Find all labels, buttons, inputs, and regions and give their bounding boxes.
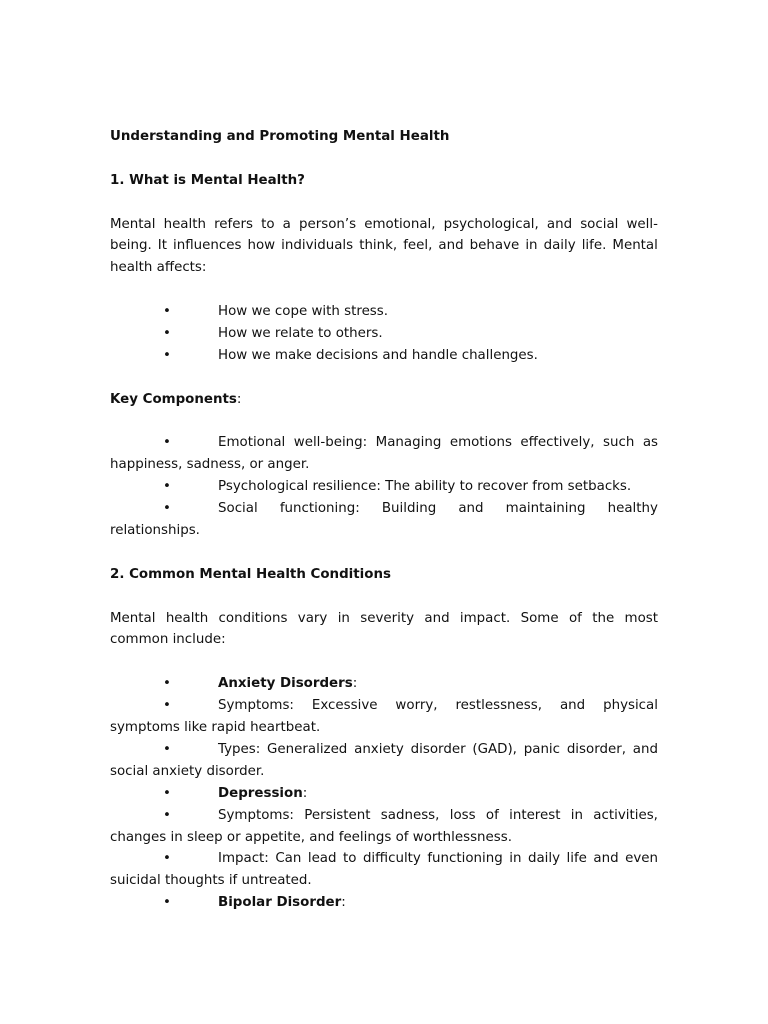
condition-label-anxiety: Anxiety Disorders <box>218 676 353 692</box>
list-item-text: How we cope with stress. <box>218 304 389 320</box>
condition-label-depression: Depression <box>218 785 303 801</box>
word: conditions <box>218 610 288 626</box>
word: health <box>165 610 209 626</box>
list-item-continuation: suicidal thoughts if untreated. <box>110 873 312 889</box>
bullet-icon: • <box>163 347 171 363</box>
list-item-text <box>218 805 658 827</box>
word: and <box>593 851 619 867</box>
intro-line-2 <box>110 235 658 257</box>
word: refers <box>214 216 253 232</box>
word: well- <box>626 216 658 232</box>
section-heading-conditions: 2. Common Mental Health Conditions <box>110 566 391 582</box>
word: life <box>566 851 587 867</box>
list-item-text: How we make decisions and handle challenges. <box>218 347 538 363</box>
list-item-text: How we relate to others. <box>218 326 383 342</box>
word: and <box>546 216 573 232</box>
word: Generalized <box>267 741 348 757</box>
list-item-text <box>218 673 357 695</box>
word: and <box>424 610 450 626</box>
word: Some <box>520 610 559 626</box>
list-item-continuation: changes in sleep or appetite, and feelings of worthlessness. <box>110 829 512 845</box>
word: Can <box>275 851 302 867</box>
word: how <box>247 238 276 254</box>
condition-colon: : <box>302 785 308 801</box>
word: emotions <box>449 435 512 451</box>
list-item-text <box>218 783 307 805</box>
word: psychological, <box>443 216 539 232</box>
condition-label-bipolar: Bipolar Disorder <box>218 895 342 911</box>
word: worry, <box>395 698 438 714</box>
list-item <box>110 323 658 345</box>
word: behave <box>469 238 520 254</box>
word: of <box>485 807 499 823</box>
word: Mental <box>612 238 658 254</box>
list-item <box>110 498 658 520</box>
list-item <box>110 345 658 367</box>
list-item-text: Psychological resilience: The ability to recover from setbacks. <box>218 479 632 495</box>
word: person’s <box>298 216 357 232</box>
list-item-continuation: happiness, sadness, or anger. <box>110 457 310 473</box>
list-item <box>110 739 658 761</box>
word: social <box>580 216 619 232</box>
word: in <box>570 807 583 823</box>
bullet-icon: • <box>163 304 171 320</box>
bullet-icon: • <box>163 479 171 495</box>
list-item <box>110 301 658 323</box>
list-item-text <box>218 695 658 717</box>
word: physical <box>603 698 658 714</box>
bullet-icon: • <box>163 741 171 757</box>
word: Emotional <box>218 435 286 451</box>
key-components-label: Key Components <box>110 391 237 407</box>
word: disorder, <box>566 741 626 757</box>
section-heading-what-is: 1. What is Mental Health? <box>110 172 305 188</box>
word: (GAD), <box>472 741 517 757</box>
word: panic <box>523 741 561 757</box>
word: even <box>625 851 658 867</box>
word: severity <box>360 610 415 626</box>
word: Impact: <box>218 851 269 867</box>
word: impact. <box>459 610 511 626</box>
word: maintaining <box>505 501 586 517</box>
word: daily <box>543 238 576 254</box>
list-item <box>110 673 658 695</box>
word: and <box>438 238 464 254</box>
word: activities, <box>593 807 658 823</box>
key-components-heading <box>110 389 658 411</box>
word: feel, <box>403 238 433 254</box>
word: individuals <box>281 238 354 254</box>
word: anxiety <box>354 741 404 757</box>
word: of <box>568 610 582 626</box>
word: Managing <box>375 435 442 451</box>
list-item <box>110 805 658 827</box>
word: Social <box>218 501 258 517</box>
word: think, <box>359 238 398 254</box>
word: as <box>642 435 658 451</box>
word: functioning: <box>279 501 360 517</box>
bullet-icon: • <box>163 501 171 517</box>
bullet-icon: • <box>163 676 171 692</box>
word: well-being: <box>293 435 368 451</box>
key-components-colon: : <box>236 391 242 407</box>
bullet-icon: • <box>163 851 171 867</box>
word: Persistent <box>304 807 371 823</box>
word: lead <box>307 851 337 867</box>
word: and <box>458 501 484 517</box>
word: the <box>592 610 615 626</box>
list-item-continuation: relationships. <box>110 523 200 539</box>
document-title: Understanding and Promoting Mental Health <box>110 129 450 144</box>
list-item-continuation: symptoms like rapid heartbeat. <box>110 720 321 736</box>
word: Mental <box>110 216 156 232</box>
condition-colon: : <box>341 895 346 911</box>
word: being. <box>110 238 152 254</box>
condition-colon: : <box>352 676 358 692</box>
list-item-text <box>218 498 658 520</box>
bullet-icon: • <box>163 895 171 911</box>
list-item <box>110 892 658 914</box>
word: to <box>343 851 357 867</box>
list-item <box>110 432 658 454</box>
word: disorder <box>410 741 466 757</box>
list-item <box>110 783 658 805</box>
conditions-intro-line-2: common include: <box>110 632 226 648</box>
word: It <box>157 238 167 254</box>
word: in <box>337 610 350 626</box>
word: difficulty <box>362 851 421 867</box>
word: sadness, <box>380 807 440 823</box>
word: healthy <box>607 501 658 517</box>
word: and <box>559 698 586 714</box>
word: influences <box>173 238 242 254</box>
list-item <box>110 695 658 717</box>
word: health <box>163 216 206 232</box>
conditions-intro-line-1 <box>110 608 658 630</box>
word: interest <box>509 807 561 823</box>
word: Building <box>381 501 437 517</box>
word: restlessness, <box>455 698 542 714</box>
word: effectively, <box>520 435 595 451</box>
word: Types: <box>218 741 261 757</box>
word: Symptoms: <box>218 698 294 714</box>
intro-line-1 <box>110 214 658 236</box>
word: life. <box>581 238 607 254</box>
list-item-continuation: social anxiety disorder. <box>110 763 265 779</box>
list-item <box>110 476 658 498</box>
word: Symptoms: <box>218 807 294 823</box>
word: emotional, <box>364 216 436 232</box>
word: loss <box>449 807 476 823</box>
word: functioning <box>427 851 503 867</box>
word: daily <box>527 851 561 867</box>
word: to <box>261 216 275 232</box>
list-item-text <box>218 739 658 761</box>
document-page <box>110 126 658 914</box>
list-item-text <box>218 848 658 870</box>
bullet-icon: • <box>163 698 171 714</box>
bullet-icon: • <box>163 326 171 342</box>
word: Excessive <box>311 698 378 714</box>
word: in <box>525 238 538 254</box>
bullet-icon: • <box>163 807 171 823</box>
word: and <box>632 741 658 757</box>
word: such <box>603 435 635 451</box>
bullet-icon: • <box>163 785 171 801</box>
word: in <box>509 851 522 867</box>
list-item <box>110 848 658 870</box>
word: vary <box>297 610 328 626</box>
bullet-icon: • <box>163 435 171 451</box>
intro-line-3: health affects: <box>110 260 207 276</box>
word: most <box>624 610 658 626</box>
word: Mental <box>110 610 156 626</box>
list-item-text <box>218 892 346 914</box>
list-item-text <box>218 432 658 454</box>
word: a <box>282 216 291 232</box>
